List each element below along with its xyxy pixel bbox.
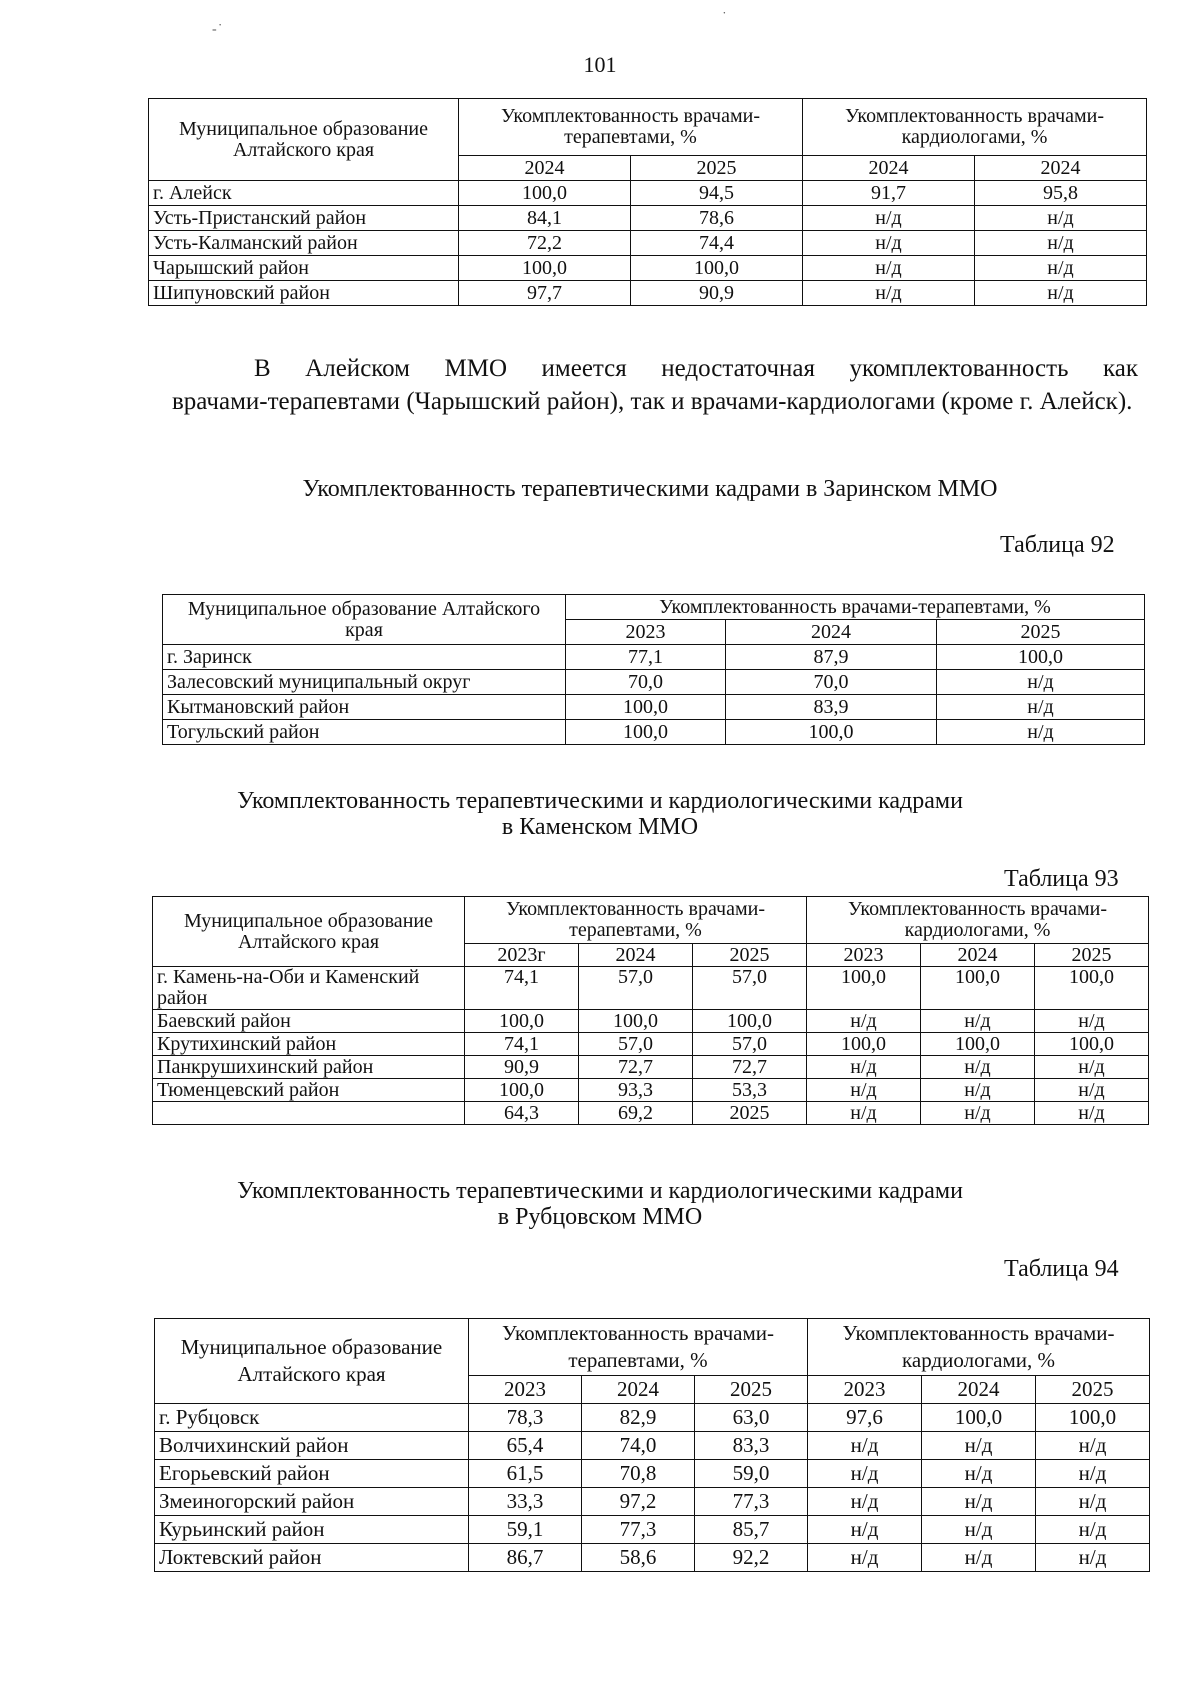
region-cell: г. Алейск <box>149 181 459 206</box>
table-row <box>153 1033 1149 1056</box>
value-cell: н/д <box>922 1488 1036 1516</box>
table-row <box>153 1079 1149 1102</box>
table-row <box>153 1102 1149 1125</box>
value-cell: 2025 <box>693 1102 807 1125</box>
value-cell: н/д <box>937 720 1145 745</box>
value-cell: н/д <box>1036 1460 1150 1488</box>
table-row <box>163 720 1145 745</box>
value-cell: 100,0 <box>726 720 937 745</box>
value-cell: н/д <box>808 1432 922 1460</box>
value-cell: н/д <box>937 670 1145 695</box>
region-cell: г. Заринск <box>163 645 566 670</box>
value-cell: 74,0 <box>582 1432 695 1460</box>
value-cell: 95,8 <box>975 181 1147 206</box>
value-cell: н/д <box>807 1056 921 1079</box>
region-cell: Курьинский район <box>155 1516 469 1544</box>
value-cell: 53,3 <box>693 1079 807 1102</box>
header-cardiologists: Укомплектованность врачами-кардиологами, % <box>807 897 1149 944</box>
region-cell: Волчихинский район <box>155 1432 469 1460</box>
value-cell: н/д <box>808 1488 922 1516</box>
value-cell: н/д <box>1036 1488 1150 1516</box>
year-header: 2023 <box>807 944 921 967</box>
value-cell: 91,7 <box>803 181 975 206</box>
value-cell: 100,0 <box>465 1079 579 1102</box>
year-header: 2025 <box>1036 1376 1150 1404</box>
region-cell: Баевский район <box>153 1010 465 1033</box>
value-cell: 78,3 <box>469 1404 582 1432</box>
table-row <box>153 1056 1149 1079</box>
section-heading-zarinsk: Укомплектованность терапевтическими кадрами в Заринском ММО <box>302 476 998 502</box>
value-cell: н/д <box>937 695 1145 720</box>
value-cell: 100,0 <box>937 645 1145 670</box>
value-cell: н/д <box>807 1102 921 1125</box>
value-cell: 97,6 <box>808 1404 922 1432</box>
header-region: Муниципальное образование Алтайского края <box>153 897 465 967</box>
region-cell: Шипуновский район <box>149 281 459 306</box>
year-header: 2023г <box>465 944 579 967</box>
value-cell: н/д <box>1035 1056 1149 1079</box>
region-cell: Тогульский район <box>163 720 566 745</box>
table-row <box>149 231 1147 256</box>
heading-line: Укомплектованность терапевтическими и кардиологическими кадрами <box>237 788 963 814</box>
value-cell: 83,3 <box>695 1432 808 1460</box>
value-cell: 57,0 <box>579 1033 693 1056</box>
year-header: 2024 <box>459 156 631 181</box>
year-header: 2024 <box>582 1376 695 1404</box>
year-header: 2024 <box>803 156 975 181</box>
region-cell: Усть-Пристанский район <box>149 206 459 231</box>
value-cell: 78,6 <box>631 206 803 231</box>
section-heading-kamen <box>0 788 1200 840</box>
value-cell: н/д <box>1036 1516 1150 1544</box>
value-cell: 100,0 <box>921 1033 1035 1056</box>
value-cell: 72,2 <box>459 231 631 256</box>
year-header: 2023 <box>469 1376 582 1404</box>
value-cell: н/д <box>975 231 1147 256</box>
value-cell: 92,2 <box>695 1544 808 1572</box>
value-cell: 33,3 <box>469 1488 582 1516</box>
value-cell: 74,1 <box>465 967 579 1010</box>
table-caption-92: Таблица 92 <box>1000 532 1115 558</box>
year-header: 2025 <box>937 620 1145 645</box>
year-header: 2024 <box>921 944 1035 967</box>
value-cell: 100,0 <box>807 967 921 1010</box>
value-cell: 70,8 <box>582 1460 695 1488</box>
value-cell: 87,9 <box>726 645 937 670</box>
year-header: 2025 <box>1035 944 1149 967</box>
header-region: Муниципальное образование Алтайского края <box>155 1319 469 1404</box>
value-cell: 57,0 <box>693 1033 807 1056</box>
value-cell: 90,9 <box>465 1056 579 1079</box>
table-caption-93: Таблица 93 <box>1004 866 1119 892</box>
value-cell: н/д <box>921 1056 1035 1079</box>
value-cell: н/д <box>803 256 975 281</box>
value-cell: 100,0 <box>807 1033 921 1056</box>
value-cell: н/д <box>975 256 1147 281</box>
value-cell: н/д <box>1035 1010 1149 1033</box>
year-header: 2025 <box>695 1376 808 1404</box>
table-row <box>163 645 1145 670</box>
region-cell: Кытмановский район <box>163 695 566 720</box>
value-cell: 100,0 <box>459 256 631 281</box>
table-row <box>155 1488 1150 1516</box>
year-header: 2023 <box>808 1376 922 1404</box>
value-cell: 100,0 <box>631 256 803 281</box>
value-cell: н/д <box>921 1010 1035 1033</box>
table-row <box>155 1404 1150 1432</box>
value-cell: н/д <box>922 1544 1036 1572</box>
value-cell: 100,0 <box>579 1010 693 1033</box>
year-header: 2025 <box>631 156 803 181</box>
table-row <box>149 181 1147 206</box>
year-header: 2024 <box>975 156 1147 181</box>
heading-line: Укомплектованность терапевтическими и кардиологическими кадрами <box>237 1178 963 1204</box>
table-row <box>149 206 1147 231</box>
value-cell: н/д <box>807 1079 921 1102</box>
value-cell: 100,0 <box>566 695 726 720</box>
value-cell: 100,0 <box>1035 1033 1149 1056</box>
heading-line: в Каменском ММО <box>501 814 699 840</box>
table-row <box>155 1516 1150 1544</box>
value-cell: 100,0 <box>1035 967 1149 1010</box>
value-cell: 59,0 <box>695 1460 808 1488</box>
table-caption-94: Таблица 94 <box>1004 1256 1119 1282</box>
value-cell: н/д <box>808 1544 922 1572</box>
value-cell: н/д <box>803 231 975 256</box>
value-cell: 57,0 <box>579 967 693 1010</box>
value-cell: н/д <box>975 206 1147 231</box>
table-row <box>153 967 1149 1010</box>
header-region: Муниципальное образование Алтайского края <box>149 99 459 181</box>
value-cell: н/д <box>921 1102 1035 1125</box>
value-cell: 83,9 <box>726 695 937 720</box>
table-aleysk <box>148 98 1147 306</box>
region-cell: Егорьевский район <box>155 1460 469 1488</box>
region-cell: Крутихинский район <box>153 1033 465 1056</box>
section-heading-rubtsovsk <box>0 1178 1200 1230</box>
header-therapists: Укомплектованность врачами-терапевтами, % <box>566 595 1145 620</box>
value-cell: 65,4 <box>469 1432 582 1460</box>
value-cell: 77,1 <box>566 645 726 670</box>
header-cardiologists: Укомплектованность врачами-кардиологами, % <box>803 99 1147 156</box>
value-cell: 77,3 <box>695 1488 808 1516</box>
value-cell: н/д <box>921 1079 1035 1102</box>
year-header: 2023 <box>566 620 726 645</box>
header-region: Муниципальное образование Алтайского края <box>163 595 566 645</box>
table-row <box>155 1460 1150 1488</box>
table-zarinsk <box>162 594 1145 745</box>
value-cell: 97,7 <box>459 281 631 306</box>
region-cell: Усть-Калманский район <box>149 231 459 256</box>
table-row <box>153 1010 1149 1033</box>
table-rubtsovsk <box>154 1318 1150 1572</box>
value-cell: 93,3 <box>579 1079 693 1102</box>
value-cell: 100,0 <box>921 967 1035 1010</box>
region-cell: Локтевский район <box>155 1544 469 1572</box>
value-cell: н/д <box>1035 1102 1149 1125</box>
year-header: 2024 <box>579 944 693 967</box>
value-cell: н/д <box>1035 1079 1149 1102</box>
region-cell: Залесовский муниципальный округ <box>163 670 566 695</box>
year-header: 2025 <box>693 944 807 967</box>
value-cell: 64,3 <box>465 1102 579 1125</box>
header-therapists: Укомплектованность врачами-терапевтами, % <box>459 99 803 156</box>
table-row <box>163 695 1145 720</box>
value-cell: 70,0 <box>566 670 726 695</box>
value-cell: н/д <box>808 1516 922 1544</box>
region-cell: Панкрушихинский район <box>153 1056 465 1079</box>
value-cell: н/д <box>922 1516 1036 1544</box>
stray-mark: ˙ <box>722 10 727 25</box>
value-cell: 77,3 <box>582 1516 695 1544</box>
value-cell: 100,0 <box>922 1404 1036 1432</box>
value-cell: 59,1 <box>469 1516 582 1544</box>
value-cell: н/д <box>1036 1544 1150 1572</box>
value-cell: н/д <box>807 1010 921 1033</box>
stray-mark: - ̇ <box>212 22 221 37</box>
value-cell: 74,1 <box>465 1033 579 1056</box>
region-cell: Чарышский район <box>149 256 459 281</box>
value-cell: 74,4 <box>631 231 803 256</box>
header-therapists: Укомплектованность врачами-терапевтами, % <box>469 1319 808 1376</box>
table-row <box>149 256 1147 281</box>
value-cell: 61,5 <box>469 1460 582 1488</box>
region-cell <box>153 1102 465 1125</box>
value-cell: н/д <box>975 281 1147 306</box>
value-cell: 57,0 <box>693 967 807 1010</box>
paragraph-first-line: В Алейском ММО имеется недостаточная укомплектованность как <box>254 355 1138 382</box>
year-header: 2024 <box>922 1376 1036 1404</box>
value-cell: 100,0 <box>1036 1404 1150 1432</box>
value-cell: 86,7 <box>469 1544 582 1572</box>
table-row <box>149 281 1147 306</box>
value-cell: 90,9 <box>631 281 803 306</box>
region-cell: Тюменцевский район <box>153 1079 465 1102</box>
body-paragraph <box>172 352 1138 418</box>
value-cell: 82,9 <box>582 1404 695 1432</box>
value-cell: н/д <box>803 281 975 306</box>
value-cell: 100,0 <box>459 181 631 206</box>
value-cell: 72,7 <box>693 1056 807 1079</box>
value-cell: 97,2 <box>582 1488 695 1516</box>
value-cell: н/д <box>922 1432 1036 1460</box>
heading-line: в Рубцовском ММО <box>497 1204 703 1230</box>
region-cell: г. Рубцовск <box>155 1404 469 1432</box>
table-row <box>155 1544 1150 1572</box>
value-cell: 72,7 <box>579 1056 693 1079</box>
value-cell: 84,1 <box>459 206 631 231</box>
value-cell: 94,5 <box>631 181 803 206</box>
header-cardiologists: Укомплектованность врачами-кардиологами, % <box>808 1319 1150 1376</box>
value-cell: 58,6 <box>582 1544 695 1572</box>
value-cell: 100,0 <box>465 1010 579 1033</box>
value-cell: 100,0 <box>693 1010 807 1033</box>
region-cell: г. Камень-на-Оби и Каменский район <box>153 967 465 1010</box>
page-number: 101 <box>583 52 617 77</box>
value-cell: н/д <box>922 1460 1036 1488</box>
value-cell: 69,2 <box>579 1102 693 1125</box>
year-header: 2024 <box>726 620 937 645</box>
table-row <box>155 1432 1150 1460</box>
region-cell: Змеиногорский район <box>155 1488 469 1516</box>
table-kamen <box>152 896 1149 1125</box>
paragraph-continuation: врачами-терапевтами (Чарышский район), так и врачами-кардиологами (кроме г. Алейск). <box>172 388 1133 415</box>
header-therapists: Укомплектованность врачами-терапевтами, % <box>465 897 807 944</box>
value-cell: 70,0 <box>726 670 937 695</box>
value-cell: 100,0 <box>566 720 726 745</box>
value-cell: н/д <box>1036 1432 1150 1460</box>
value-cell: н/д <box>803 206 975 231</box>
value-cell: 85,7 <box>695 1516 808 1544</box>
value-cell: н/д <box>808 1460 922 1488</box>
table-row <box>163 670 1145 695</box>
value-cell: 63,0 <box>695 1404 808 1432</box>
